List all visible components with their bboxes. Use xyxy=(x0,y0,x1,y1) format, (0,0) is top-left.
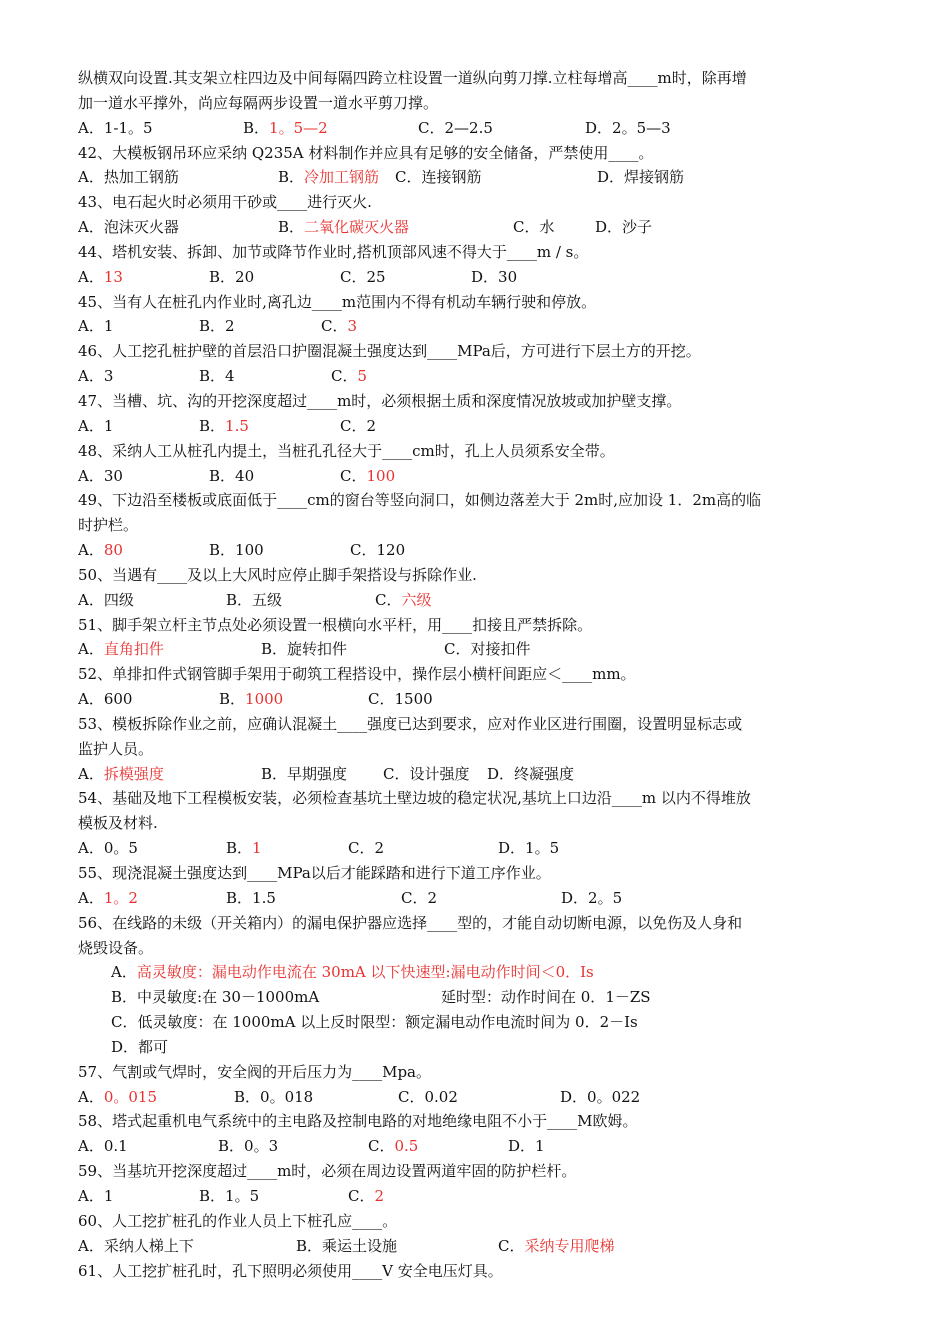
answer-option xyxy=(78,836,138,861)
answer-option xyxy=(78,1134,128,1159)
option-letter: D． xyxy=(597,168,625,187)
option-letter: A． xyxy=(78,466,104,485)
option-text: 连接钢筋 xyxy=(421,168,482,187)
option-text: 2 xyxy=(366,416,377,435)
answer-option xyxy=(226,588,282,613)
options-line xyxy=(78,464,878,489)
answer-option xyxy=(383,762,470,787)
option-text: 100 xyxy=(235,541,264,560)
question-text-line: 48、采纳人工从桩孔内提土，当桩孔孔径大于____cm时，孔上人员须系安全带。 xyxy=(78,441,615,460)
option-letter: C． xyxy=(340,416,367,435)
option-letter: B． xyxy=(199,1186,226,1205)
option-letter: C． xyxy=(331,367,358,386)
options-line xyxy=(78,265,878,290)
answer-option xyxy=(209,538,264,563)
option-letter: D． xyxy=(585,118,613,137)
option-letter: A． xyxy=(78,839,104,858)
option-text: 延时型：动作时间在 0．1－ZS xyxy=(441,988,651,1007)
option-text: 2。5—3 xyxy=(612,118,671,137)
correct-answer-text: 六级 xyxy=(401,590,432,609)
option-text: 3 xyxy=(103,367,114,386)
answer-option xyxy=(111,985,319,1010)
answer-option xyxy=(560,1085,640,1110)
correct-answer-text: 100 xyxy=(366,466,396,485)
answer-option xyxy=(395,165,482,190)
answer-option xyxy=(111,1010,638,1035)
answer-option xyxy=(78,762,164,787)
answer-option xyxy=(78,116,153,141)
option-letter: A． xyxy=(78,317,104,336)
answer-option xyxy=(350,538,405,563)
answer-option xyxy=(226,886,276,911)
option-letter: B． xyxy=(261,640,288,659)
options-line xyxy=(78,762,878,787)
options-line xyxy=(78,1134,878,1159)
option-letter: A． xyxy=(78,1137,104,1156)
question-text-line: 61、人工挖扩桩孔时，孔下照明必须使用____V 安全电压灯具。 xyxy=(78,1261,503,1280)
option-text: 30 xyxy=(498,267,518,286)
option-letter: A． xyxy=(78,690,104,709)
option-letter: B． xyxy=(111,988,138,1007)
option-letter: C． xyxy=(368,1137,395,1156)
option-letter: A． xyxy=(78,764,104,783)
answer-option xyxy=(498,836,559,861)
question-text-line: 51、脚手架立杆主节点处必须设置一根横向水平杆，用____扣接且严禁拆除。 xyxy=(78,615,593,634)
options-line xyxy=(78,836,878,861)
answer-option xyxy=(331,364,367,389)
option-text: 2。5 xyxy=(588,888,623,907)
option-letter: B． xyxy=(218,1137,245,1156)
options-line xyxy=(111,960,878,985)
answer-option xyxy=(340,414,376,439)
question-text-line: 42、大模板钢吊环应采纳 Q235A 材料制作并应具有足够的安全储备，严禁使用____。 xyxy=(78,143,654,162)
option-text: 1 xyxy=(103,317,114,336)
correct-answer-text: 1。5—2 xyxy=(269,118,328,137)
correct-answer-text: 1.5 xyxy=(225,416,249,435)
question-text-line: 44、塔机安装、拆卸、加节或降节作业时,搭机顶部风速不得大于____m / s。 xyxy=(78,242,589,261)
correct-answer-text: 二氧化碳灭火器 xyxy=(304,218,410,237)
options-line xyxy=(111,985,878,1010)
answer-option xyxy=(78,265,123,290)
option-letter: C． xyxy=(401,888,428,907)
answer-option xyxy=(375,588,432,613)
answer-option xyxy=(218,1134,278,1159)
options-line xyxy=(78,314,878,339)
option-text: 120 xyxy=(376,541,406,560)
answer-option xyxy=(78,637,164,662)
answer-option xyxy=(243,116,328,141)
answer-option xyxy=(418,116,493,141)
options-line xyxy=(78,414,878,439)
question-text-line: 55、现浇混凝土强度达到____MPa以后才能踩踏和进行下道工序作业。 xyxy=(78,864,551,882)
question-text-line: 49、下边沿至楼板或底面低于____cm的窗台等竖向洞口，如侧边落差大于 2m时,应加设 1．2m高的临 xyxy=(78,491,762,510)
option-text: 20 xyxy=(235,267,255,286)
question-text-line: 加一道水平撑外，尚应每隔两步设置一道水平剪刀撑。 xyxy=(78,93,439,112)
option-text: 焊接钢筋 xyxy=(624,168,685,187)
correct-answer-text: 直角扣件 xyxy=(103,640,164,659)
option-letter: B． xyxy=(234,1087,261,1106)
option-letter: C． xyxy=(348,839,375,858)
option-text: 泡沫灭火器 xyxy=(103,218,179,237)
option-letter: A． xyxy=(78,118,104,137)
option-letter: D． xyxy=(595,218,623,237)
answer-option xyxy=(234,1085,313,1110)
correct-answer-text: 3 xyxy=(347,317,358,336)
option-text: 1 xyxy=(535,1137,545,1156)
answer-option xyxy=(585,116,671,141)
option-text: 中灵敏度:在 30－1000mA xyxy=(137,988,320,1007)
option-text: 设计强度 xyxy=(409,764,470,783)
option-letter: B． xyxy=(226,839,253,858)
question-text-line: 47、当槽、坑、沟的开挖深度超过____m时，必须根据土质和深度情况放坡或加护壁支撑。 xyxy=(78,391,682,410)
option-text: 热加工钢筋 xyxy=(103,168,179,187)
correct-answer-text: 13 xyxy=(103,267,123,286)
option-letter: A． xyxy=(78,1087,104,1106)
option-letter: C． xyxy=(368,690,395,709)
answer-option xyxy=(595,215,652,240)
option-letter: B． xyxy=(209,541,236,560)
options-line xyxy=(111,1035,878,1060)
correct-answer-text: 0.5 xyxy=(394,1137,419,1156)
options-line xyxy=(111,1010,878,1035)
question-text-line: 60、人工挖扩桩孔的作业人员上下桩孔应____。 xyxy=(78,1211,398,1230)
option-text: 终凝强度 xyxy=(514,764,575,783)
question-text-line: 烧毁设备。 xyxy=(78,938,154,957)
answer-option xyxy=(508,1134,545,1159)
option-text: 0。3 xyxy=(244,1137,279,1156)
option-letter: B． xyxy=(226,888,253,907)
answer-option xyxy=(78,1234,194,1259)
question-text-line: 50、当遇有____及以上大风时应停止脚手架搭设与拆除作业. xyxy=(78,565,477,584)
option-letter: C． xyxy=(111,1013,138,1032)
option-text: 沙子 xyxy=(622,218,653,237)
answer-option xyxy=(340,464,395,489)
option-text: 0。018 xyxy=(260,1087,314,1106)
options-line xyxy=(78,165,878,190)
option-text: 2 xyxy=(374,839,385,858)
option-letter: A． xyxy=(78,640,104,659)
option-letter: C． xyxy=(340,267,367,286)
option-letter: C． xyxy=(498,1236,525,1255)
answer-option xyxy=(209,464,254,489)
answer-option xyxy=(78,464,123,489)
option-letter: B． xyxy=(278,218,305,237)
option-letter: D． xyxy=(111,1037,139,1056)
option-text: 旋转扣件 xyxy=(287,640,348,659)
option-text: 0.1 xyxy=(103,1137,128,1156)
answer-option xyxy=(78,1085,157,1110)
option-text: 都可 xyxy=(138,1037,169,1056)
answer-option xyxy=(597,165,684,190)
options-line xyxy=(78,538,878,563)
option-letter: C． xyxy=(348,1186,375,1205)
options-line xyxy=(78,1085,878,1110)
question-text-line: 43、电石起火时必须用干砂或____进行灭火. xyxy=(78,193,372,212)
question-text-line: 58、塔式起重机电气系统中的主电路及控制电路的对地绝缘电阻不小于____M欧姆。 xyxy=(78,1112,638,1131)
option-letter: B． xyxy=(226,590,253,609)
option-text: 四级 xyxy=(103,590,134,609)
option-letter: D． xyxy=(561,888,589,907)
answer-option xyxy=(199,414,249,439)
answer-option xyxy=(78,215,179,240)
option-letter: A． xyxy=(78,1186,104,1205)
option-letter: B． xyxy=(243,118,270,137)
answer-option xyxy=(226,836,262,861)
option-letter: C． xyxy=(398,1087,425,1106)
option-letter: A． xyxy=(78,267,104,286)
option-letter: B． xyxy=(209,466,236,485)
option-letter: A． xyxy=(78,416,104,435)
option-text: 2 xyxy=(225,317,235,336)
option-letter: B． xyxy=(199,317,226,336)
answer-option xyxy=(199,1184,259,1209)
correct-answer-text: 5 xyxy=(357,367,368,386)
answer-option xyxy=(261,637,347,662)
question-text-line: 时护栏。 xyxy=(78,516,139,535)
option-text: 0。5 xyxy=(103,839,138,858)
answer-option xyxy=(401,886,437,911)
option-letter: B． xyxy=(261,764,288,783)
option-letter: B． xyxy=(199,367,226,386)
correct-answer-text: 1。2 xyxy=(103,888,138,907)
option-letter: B． xyxy=(209,267,236,286)
option-letter: C． xyxy=(375,590,402,609)
answer-option xyxy=(261,762,347,787)
answer-option xyxy=(561,886,622,911)
option-text: 25 xyxy=(366,267,386,286)
option-letter: C． xyxy=(350,541,377,560)
option-text: 0.02 xyxy=(424,1087,458,1106)
question-text-line: 45、当有人在桩孔内作业时,离孔边____m范围内不得有机动车辆行驶和停放。 xyxy=(78,292,597,311)
options-line xyxy=(78,215,878,240)
options-line xyxy=(78,116,878,141)
options-line xyxy=(78,637,878,662)
option-text: 0。022 xyxy=(587,1087,641,1106)
option-text: 对接扣件 xyxy=(470,640,531,659)
option-text: 4 xyxy=(225,367,235,386)
question-text-line: 54、基础及地下工程模板安装，必须检查基坑土壁边坡的稳定状况,基坑上口边沿____m 以内不得堆放 xyxy=(78,789,751,808)
option-letter: C． xyxy=(513,218,540,237)
answer-option xyxy=(348,1184,384,1209)
answer-option xyxy=(111,960,594,985)
option-text: 早期强度 xyxy=(287,764,348,783)
option-letter: A． xyxy=(78,590,104,609)
option-text: 五级 xyxy=(252,590,283,609)
option-letter: D． xyxy=(471,267,499,286)
option-text: 1.5 xyxy=(252,888,276,907)
answer-option xyxy=(296,1234,397,1259)
option-letter: D． xyxy=(487,764,515,783)
option-letter: A． xyxy=(78,888,104,907)
option-text: 40 xyxy=(235,466,255,485)
option-letter: D． xyxy=(498,839,526,858)
answer-option xyxy=(278,165,379,190)
options-line xyxy=(78,1184,878,1209)
option-text: 1。5 xyxy=(525,839,560,858)
option-letter: C． xyxy=(395,168,422,187)
options-line xyxy=(78,886,878,911)
option-text: 1。5 xyxy=(225,1186,260,1205)
answer-option xyxy=(513,215,555,240)
options-line xyxy=(78,588,878,613)
answer-option xyxy=(111,1035,168,1060)
document-page xyxy=(78,66,878,1283)
option-text: 水 xyxy=(539,218,555,237)
correct-answer-text: 80 xyxy=(103,541,123,560)
option-text: 30 xyxy=(103,466,123,485)
answer-option xyxy=(78,1184,113,1209)
answer-option xyxy=(78,687,132,712)
correct-answer-text: 采纳专用爬梯 xyxy=(524,1236,615,1255)
answer-option xyxy=(398,1085,458,1110)
option-letter: A． xyxy=(78,218,104,237)
question-text-line: 52、单排扣件式钢管脚手架用于砌筑工程搭设中，操作层小横杆间距应＜____mm。 xyxy=(78,665,636,684)
answer-option xyxy=(78,165,179,190)
answer-option xyxy=(78,588,134,613)
question-text-line: 46、人工挖孔桩护壁的首层沿口护圈混凝土强度达到____MPa后，方可进行下层土方的开挖。 xyxy=(78,342,701,361)
option-letter: C． xyxy=(444,640,471,659)
correct-answer-text: 冷加工钢筋 xyxy=(304,168,380,187)
question-text-line: 56、在线路的未级（开关箱内）的漏电保护器应选择____型的，才能自动切断电源，以免伤及人身和 xyxy=(78,913,743,932)
option-letter: A． xyxy=(78,168,104,187)
answer-option xyxy=(78,886,138,911)
option-letter: C． xyxy=(321,317,348,336)
answer-option xyxy=(199,314,235,339)
answer-option xyxy=(78,414,113,439)
correct-answer-text: 1 xyxy=(252,839,262,858)
option-text: 1 xyxy=(103,416,114,435)
answer-option xyxy=(368,687,433,712)
option-text: 1-1。5 xyxy=(103,118,153,137)
question-text-line: 59、当基坑开挖深度超过____m时，必须在周边设置两道牢固的防护栏杆。 xyxy=(78,1162,577,1181)
answer-option xyxy=(219,687,283,712)
answer-option xyxy=(444,637,531,662)
answer-option xyxy=(487,762,574,787)
answer-option xyxy=(199,364,235,389)
option-text: 600 xyxy=(103,690,133,709)
option-text: 2—2.5 xyxy=(444,118,493,137)
answer-option xyxy=(441,985,651,1010)
correct-answer-text: 1000 xyxy=(245,690,284,709)
correct-answer-text: 高灵敏度：漏电动作电流在 30mA 以下快速型:漏电动作时间＜0．Is xyxy=(136,963,594,982)
option-text: 低灵敏度：在 1000mA 以上反时限型：额定漏电动作电流时间为 0．2－Is xyxy=(137,1013,638,1032)
options-line xyxy=(78,687,878,712)
question-text-line: 53、模板拆除作业之前，应确认混凝土____强度已达到要求，应对作业区进行围圈，设置明显标志或 xyxy=(78,714,743,733)
correct-answer-text: 拆模强度 xyxy=(103,764,164,783)
answer-option xyxy=(348,836,384,861)
option-letter: C． xyxy=(383,764,410,783)
option-letter: A． xyxy=(78,367,104,386)
answer-option xyxy=(321,314,357,339)
option-text: 1 xyxy=(103,1186,114,1205)
answer-option xyxy=(340,265,386,290)
question-text-line: 纵横双向设置.其支架立柱四边及中间每隔四跨立柱设置一道纵向剪刀撑.立柱每增高____m时，除再增 xyxy=(78,69,747,87)
option-letter: C． xyxy=(418,118,445,137)
question-text-line: 监护人员。 xyxy=(78,739,154,758)
correct-answer-text: 2 xyxy=(374,1186,385,1205)
answer-option xyxy=(78,538,123,563)
option-text: 采纳人梯上下 xyxy=(103,1236,194,1255)
option-letter: B． xyxy=(219,690,246,709)
options-line xyxy=(78,364,878,389)
answer-option xyxy=(498,1234,615,1259)
correct-answer-text: 0。015 xyxy=(103,1087,158,1106)
option-text: 1500 xyxy=(394,690,433,709)
option-letter: A． xyxy=(78,541,104,560)
option-letter: B． xyxy=(296,1236,323,1255)
option-letter: B． xyxy=(199,416,226,435)
answer-option xyxy=(78,364,113,389)
options-line xyxy=(78,1234,878,1259)
answer-option xyxy=(368,1134,418,1159)
option-letter: A． xyxy=(78,1236,104,1255)
answer-option xyxy=(278,215,409,240)
question-text-line: 模板及材料. xyxy=(78,814,158,833)
question-text-line: 57、气割或气焊时，安全阀的开后压力为____Mpa。 xyxy=(78,1062,431,1081)
option-letter: D． xyxy=(560,1087,588,1106)
option-letter: C． xyxy=(340,466,367,485)
option-text: 乘运土设施 xyxy=(322,1236,398,1255)
option-letter: A． xyxy=(111,963,137,982)
answer-option xyxy=(78,314,113,339)
option-letter: D． xyxy=(508,1137,536,1156)
option-letter: B． xyxy=(278,168,305,187)
answer-option xyxy=(471,265,517,290)
option-text: 2 xyxy=(427,888,438,907)
answer-option xyxy=(209,265,254,290)
